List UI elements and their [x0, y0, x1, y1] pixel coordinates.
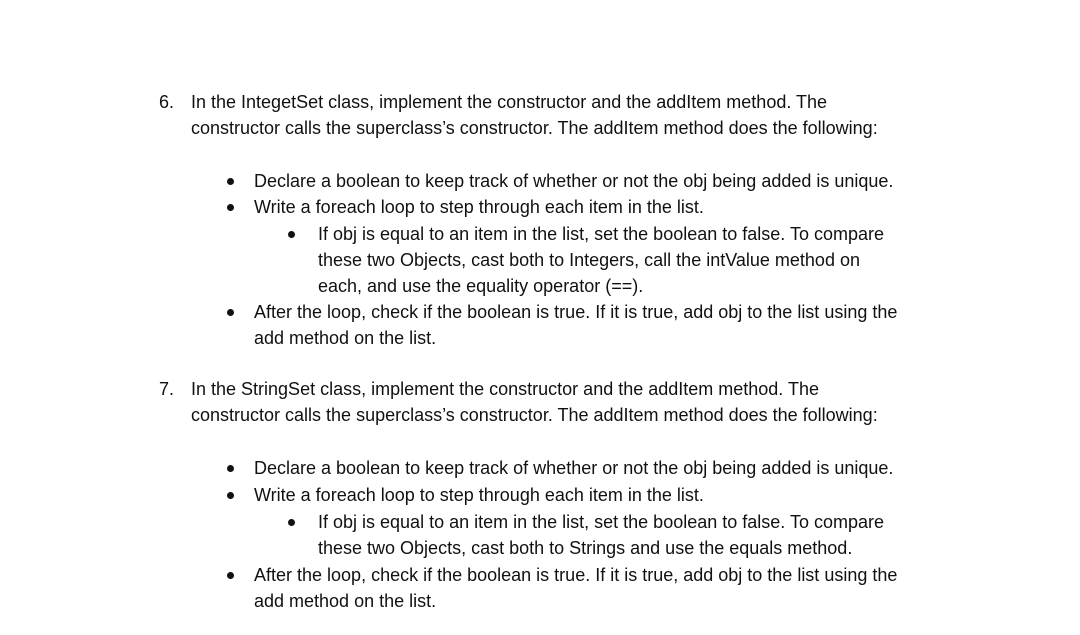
bullet-icon	[288, 519, 295, 526]
bullet-icon	[227, 492, 234, 499]
bullet-icon	[227, 309, 234, 316]
item-number: 7.	[159, 379, 175, 399]
item-intro-line-2: constructor calls the superclass’s constructor. The addItem method does the following:	[191, 405, 878, 425]
sub-bullet-line-1: If obj is equal to an item in the list, set the boolean to false. To compare	[318, 512, 884, 532]
bullet-after-loop-line-1: After the loop, check if the boolean is true. If it is true, add obj to the list using the	[254, 302, 898, 322]
item-intro-line-1: In the IntegetSet class, implement the constructor and the addItem method. The	[191, 92, 828, 112]
bullet-icon	[227, 465, 234, 472]
bullet-foreach-loop: Write a foreach loop to step through each item in the list.	[254, 485, 704, 505]
bullet-after-loop-line-1: After the loop, check if the boolean is true. If it is true, add obj to the list using the	[254, 565, 898, 585]
sub-bullet-line-2: these two Objects, cast both to Strings and use the equals method.	[318, 538, 853, 558]
sub-bullet-line-3: each, and use the equality operator (==).	[318, 276, 644, 296]
bullet-foreach-loop: Write a foreach loop to step through each item in the list.	[254, 197, 704, 217]
item-intro-line-2: constructor calls the superclass’s constructor. The addItem method does the following:	[191, 118, 878, 138]
bullet-icon	[227, 572, 234, 579]
item-number: 6.	[159, 92, 175, 112]
bullet-icon	[288, 231, 295, 238]
item-intro-line-1: In the StringSet class, implement the constructor and the addItem method. The	[191, 379, 820, 399]
sub-bullet-line-1: If obj is equal to an item in the list, set the boolean to false. To compare	[318, 224, 884, 244]
bullet-after-loop-line-2: add method on the list.	[254, 591, 437, 611]
bullet-declare-boolean: Declare a boolean to keep track of whether or not the obj being added is unique.	[254, 458, 894, 478]
bullet-icon	[227, 204, 234, 211]
bullet-declare-boolean: Declare a boolean to keep track of whether or not the obj being added is unique.	[254, 171, 894, 191]
bullet-after-loop-line-2: add method on the list.	[254, 328, 437, 348]
bullet-icon	[227, 178, 234, 185]
sub-bullet-line-2: these two Objects, cast both to Integers, call the intValue method on	[318, 250, 860, 270]
